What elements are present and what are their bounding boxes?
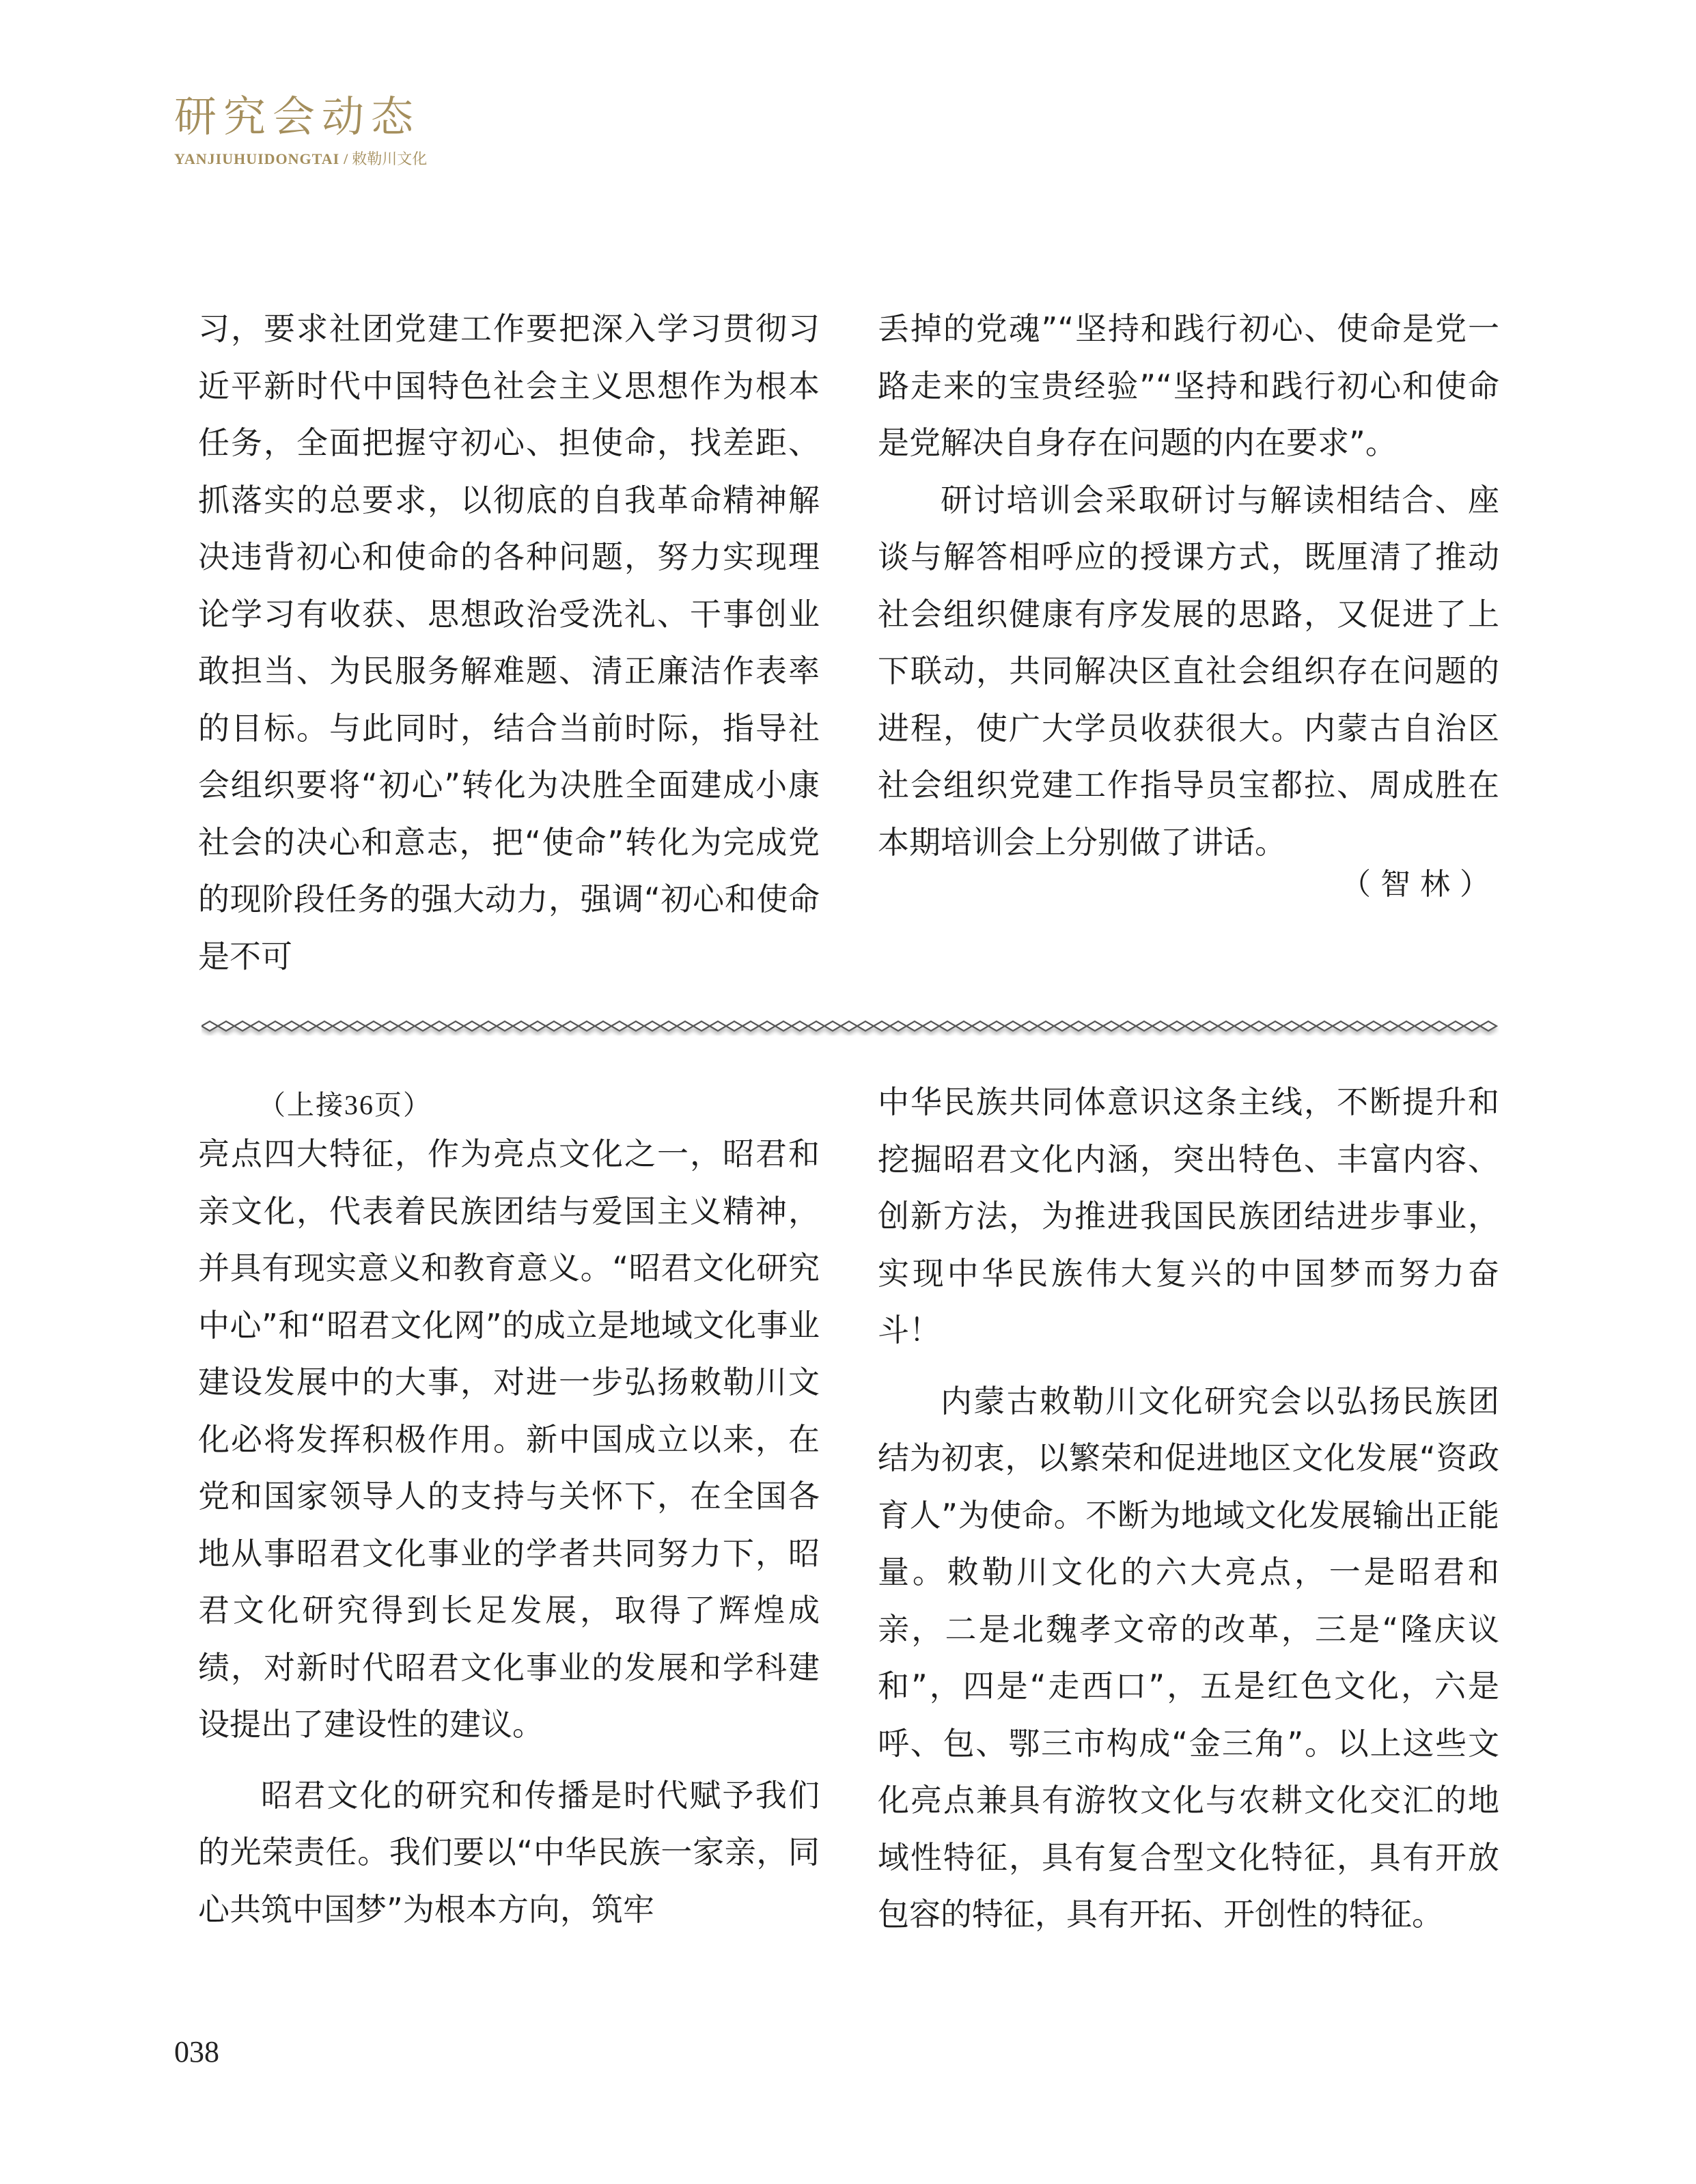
- bottom-article-right-column: [878, 1074, 1499, 1944]
- top-article-left-column: [198, 301, 820, 985]
- top-right-paragraph-2: 研讨培训会采取研讨与解读相结合、座谈与解答相呼应的授课方式，既厘清了推动社会组织健康有序发展的思路，又促进了上下联动，共同解决区直社会组织存在问题的进程，使广大学员收获很大。内蒙古自治区社会组织党建工作指导员宝都拉、周成胜在本期培训会上分别做了讲话。: [878, 481, 1499, 861]
- bottom-right-paragraph-1: 中华民族共同体意识这条主线，不断提升和挖掘昭君文化内涵，突出特色、丰富内容、创新方法，为推进我国民族团结进步事业，实现中华民族伟大复兴的中国梦而努力奋斗！: [878, 1083, 1499, 1349]
- article-signature: （智林）: [1341, 867, 1499, 902]
- bottom-left-paragraph-2: 昭君文化的研究和传播是时代赋予我们的光荣责任。我们要以“中华民族一家亲，同心共筑中国梦”为根本方向，筑牢: [198, 1776, 820, 1928]
- page-number: 038: [174, 2035, 219, 2069]
- section-subtitle-cn: 敕勒川文化: [352, 150, 428, 167]
- continued-from-note: （上接36页）: [258, 1090, 432, 1120]
- top-article-right-column: [878, 301, 1499, 905]
- section-subtitle-slash: /: [344, 150, 348, 167]
- top-right-paragraph-1: 丢掉的党魂”“坚持和践行初心、使命是党一路走来的宝贵经验”“坚持和践行初心和使命是党解决自身存在问题的内在要求”。: [878, 310, 1499, 461]
- bottom-article-left-column: [198, 1085, 820, 1938]
- top-left-paragraph: 习，要求社团党建工作要把深入学习贯彻习近平新时代中国特色社会主义思想作为根本任务，全面把握守初心、担使命，找差距、抓落实的总要求，以彻底的自我革命精神解决违背初心和使命的各种问题，努力实现理论学习有收获、思想政治受洗礼、干事创业敢担当、为民服务解难题、清正廉洁作表率的目标。与此同时，结合当前时际，指导社会组织要将“初心”转化为决胜全面建成小康社会的决心和意志，把“使命”转化为完成党的现阶段任务的强大动力，强调“初心和使命是不可: [198, 310, 820, 975]
- diamond-divider: [201, 1017, 1499, 1040]
- section-title: 研究会动态: [174, 92, 421, 141]
- section-subtitle: [174, 152, 427, 167]
- section-subtitle-latin: YANJIUHUIDONGTAI: [174, 150, 340, 167]
- bottom-right-paragraph-2: 内蒙古敕勒川文化研究会以弘扬民族团结为初衷，以繁荣和促进地区文化发展“资政育人”为使命。不断为地域文化发展输出正能量。敕勒川文化的六大亮点，一是昭君和亲，二是北魏孝文帝的改革，三是“隆庆议和”，四是“走西口”，五是红色文化，六是呼、包、鄂三市构成“金三角”。以上这些文化亮点兼具有游牧文化与农耕文化交汇的地域性特征，具有复合型文化特征，具有开放包容的特征，具有开拓、开创性的特征。: [878, 1382, 1499, 1933]
- bottom-left-paragraph-1: 亮点四大特征，作为亮点文化之一，昭君和亲文化，代表着民族团结与爱国主义精神，并具有现实意义和教育意义。“昭君文化研究中心”和“昭君文化网”的成立是地域文化事业建设发展中的大事，对进一步弘扬敕勒川文化必将发挥积极作用。新中国成立以来，在党和国家领导人的支持与关怀下，在全国各地从事昭君文化事业的学者共同努力下，昭君文化研究得到长足发展，取得了辉煌成绩，对新时代昭君文化事业的发展和学科建设提出了建设性的建议。: [198, 1135, 820, 1743]
